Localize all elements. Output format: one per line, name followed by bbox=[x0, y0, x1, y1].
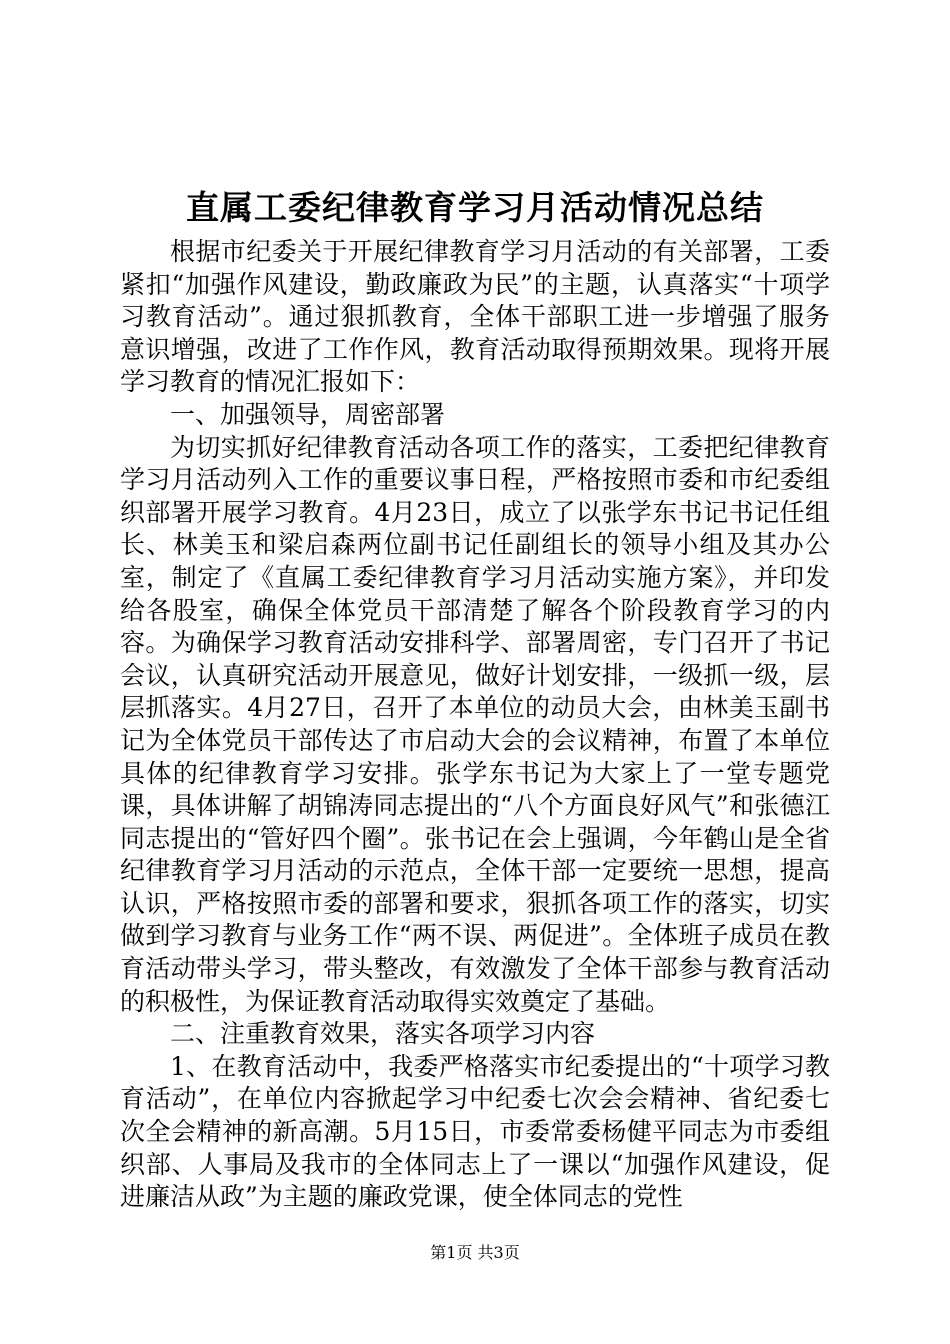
intro-paragraph: 根据市纪委关于开展纪律教育学习月活动的有关部署，工委紧扣“加强作风建设，勤政廉政为民”的主题，认真落实“十项学习教育活动”。通过狠抓教育，全体干部职工进一步增强了服务意识增强，改进了工作作风，教育活动取得预期效果。现将开展学习教育的情况汇报如下： bbox=[120, 237, 830, 397]
section-1-paragraph: 为切实抓好纪律教育活动各项工作的落实，工委把纪律教育学习月活动列入工作的重要议事日程，严格按照市委和市纪委组织部署开展学习教育。4月23日，成立了以张学东书记书记任组长、林美玉和梁启森两位副书记任副组长的领导小组及其办公室，制定了《直属工委纪律教育学习月活动实施方案》，并印发给各股室，确保全体党员干部清楚了解各个阶段教育学习的内容。为确保学习教育活动安排科学、部署周密，专门召开了书记会议，认真研究活动开展意见，做好计划安排，一级抓一级，层层抓落实。4月27日，召开了本单位的动员大会，由林美玉副书记为全体党员干部传达了市启动大会的会议精神，布置了本单位具体的纪律教育学习安排。张学东书记为大家上了一堂专题党课，具体讲解了胡锦涛同志提出的“八个方面良好风气”和张德江同志提出的“管好四个圈”。张书记在会上强调，今年鹤山是全省纪律教育学习月活动的示范点，全体干部一定要统一思想，提高认识，严格按照市委的部署和要求，狠抓各项工作的落实，切实做到学习教育与业务工作“两不误、两促进”。全体班子成员在教育活动带头学习，带头整改，有效激发了全体干部参与教育活动的积极性，为保证教育活动取得实效奠定了基础。 bbox=[120, 432, 830, 1016]
section-heading-2: 二、注重教育效果，落实各项学习内容 bbox=[170, 1019, 596, 1049]
document-title: 直属工委纪律教育学习月活动情况总结 bbox=[186, 188, 764, 227]
section-2-paragraph: 1、在教育活动中，我委严格落实市纪委提出的“十项学习教育活动”，在单位内容掀起学习中纪委七次会会精神、省纪委七次全会精神的新高潮。5月15日，市委常委杨健平同志为市委组织部、人事局及我市的全体同志上了一课以“加强作风建设，促进廉洁从政”为主题的廉政党课，使全体同志的党性 bbox=[120, 1051, 830, 1212]
section-heading-1: 一、加强领导，周密部署 bbox=[170, 399, 446, 429]
document-body bbox=[120, 236, 830, 1214]
page-footer: 第1页 共3页 bbox=[430, 1243, 520, 1262]
